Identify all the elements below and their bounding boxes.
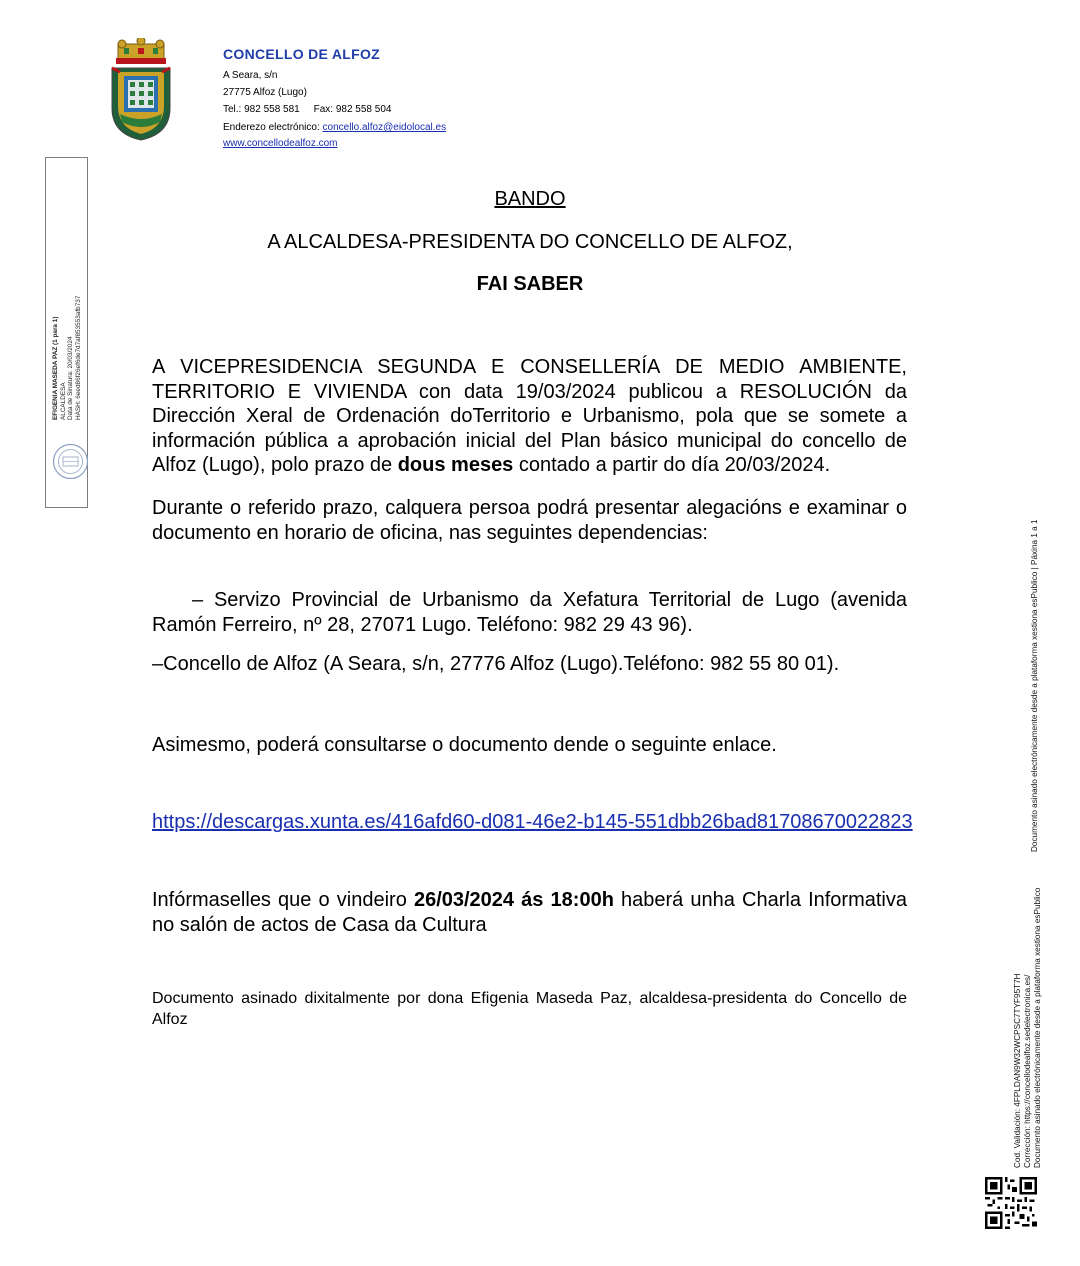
paragraph-period: Durante o referido prazo, calquera persoa podrá presentar alegacións e examinar o documento en horario de oficina, nas seguintes dependencias: (152, 497, 907, 544)
signature-hash: HASH: 6eed86f26ef6de7d7af853553afb737 (74, 295, 82, 420)
verification-text (1013, 888, 1043, 1168)
p6-text-end: haberá unha Charla Informativa no salón de actos de Casa da Cultura (152, 889, 907, 936)
signature-text (52, 296, 82, 420)
verification-url[interactable]: Corrección: https://concellodealfoz.sedelectronica.es/ (1023, 974, 1032, 1168)
p6-text: Infórmaselles que o vindeiro (152, 889, 414, 911)
seal-icon (52, 443, 89, 480)
p6-bold: 26/03/2024 ás 18:00h (413, 889, 614, 911)
org-email-line (223, 121, 446, 134)
page-number: Documento asinado electrónicamente desde a plataforma xestiona esPublico | Páxina 1 a 1 (1030, 519, 1039, 852)
website-line (223, 137, 338, 150)
signature-role: ALCALDESA (59, 382, 67, 420)
org-postal: 27775 Alfoz (Lugo) (223, 87, 307, 98)
p1-text: A VICEPRESIDENCIA SEGUNDA E CONSELLERÍA DE MEDIO AMBIENTE, TERRITORIO E VIVIENDA con data 19/03/2024 publicou a RESOLUCIÓN da Dirección Xeral de Ordenación doTerritorio e Urbanismo, pola que se somete a información pública a aprobación inicial del Plan básico municipal do concello de Alfoz (Lugo), polo prazo de (152, 356, 907, 476)
document-title: BANDO (494, 188, 566, 210)
verification-code: Cod. Validación: 4FPLDAN9W32WCPSC7TYF95T7H (1013, 973, 1022, 1168)
p1-bold: dous meses (397, 454, 514, 476)
org-address: A Seara, s/n (223, 70, 278, 81)
list-item-concello: –Concello de Alfoz (A Seara, s/n, 27776 Alfoz (Lugo).Teléfono: 982 55 80 01). (152, 653, 840, 675)
email-label: Enderezo electrónico: (223, 122, 323, 133)
announce-heading: FAI SABER (476, 273, 584, 295)
list-item-servizo-provincial: – Servizo Provincial de Urbanismo da Xefatura Territorial de Lugo (avenida Ramón Ferreiro, nº 28, 27071 Lugo. Teléfono: 982 29 43 96). (152, 589, 907, 636)
paragraph-link-intro: Asimesmo, poderá consultarse o documento dende o seguinte enlace. (152, 734, 777, 756)
website-link[interactable]: www.concellodealfoz.com (223, 138, 338, 149)
municipal-coat-of-arms-icon (106, 38, 176, 142)
signature-date: Data de Sinatura: 20/03/2024 (67, 336, 75, 420)
verification-platform: Documento asinado electrónicamente desde a plataforma xestiona esPublico (1033, 887, 1042, 1168)
email-link[interactable]: concello.alfoz@eidolocal.es (322, 122, 447, 133)
issuer-line: A ALCALDESA-PRESIDENTA DO CONCELLO DE ALFOZ, (267, 231, 793, 253)
signature-note: Documento asinado dixitalmente por dona Efigenia Maseda Paz, alcaldesa-presidenta do Concello de Alfoz (152, 990, 907, 1028)
org-phone-fax: Tel.: 982 558 581 Fax: 982 558 504 (223, 104, 392, 115)
qr-code-icon[interactable] (985, 1177, 1037, 1229)
document-download-link[interactable]: https://descargas.xunta.es/416afd60-d081-46e2-b145-551dbb26bad81708670022823 (152, 811, 913, 833)
paragraph-charla (152, 888, 907, 937)
org-name: CONCELLO DE ALFOZ (223, 46, 381, 62)
paragraph-resolution (152, 355, 907, 478)
p1-text-end: contado a partir do día 20/03/2024. (513, 454, 831, 476)
signature-signer: EFIGENIA MASEDA PAZ (1 para 1) (52, 316, 59, 420)
